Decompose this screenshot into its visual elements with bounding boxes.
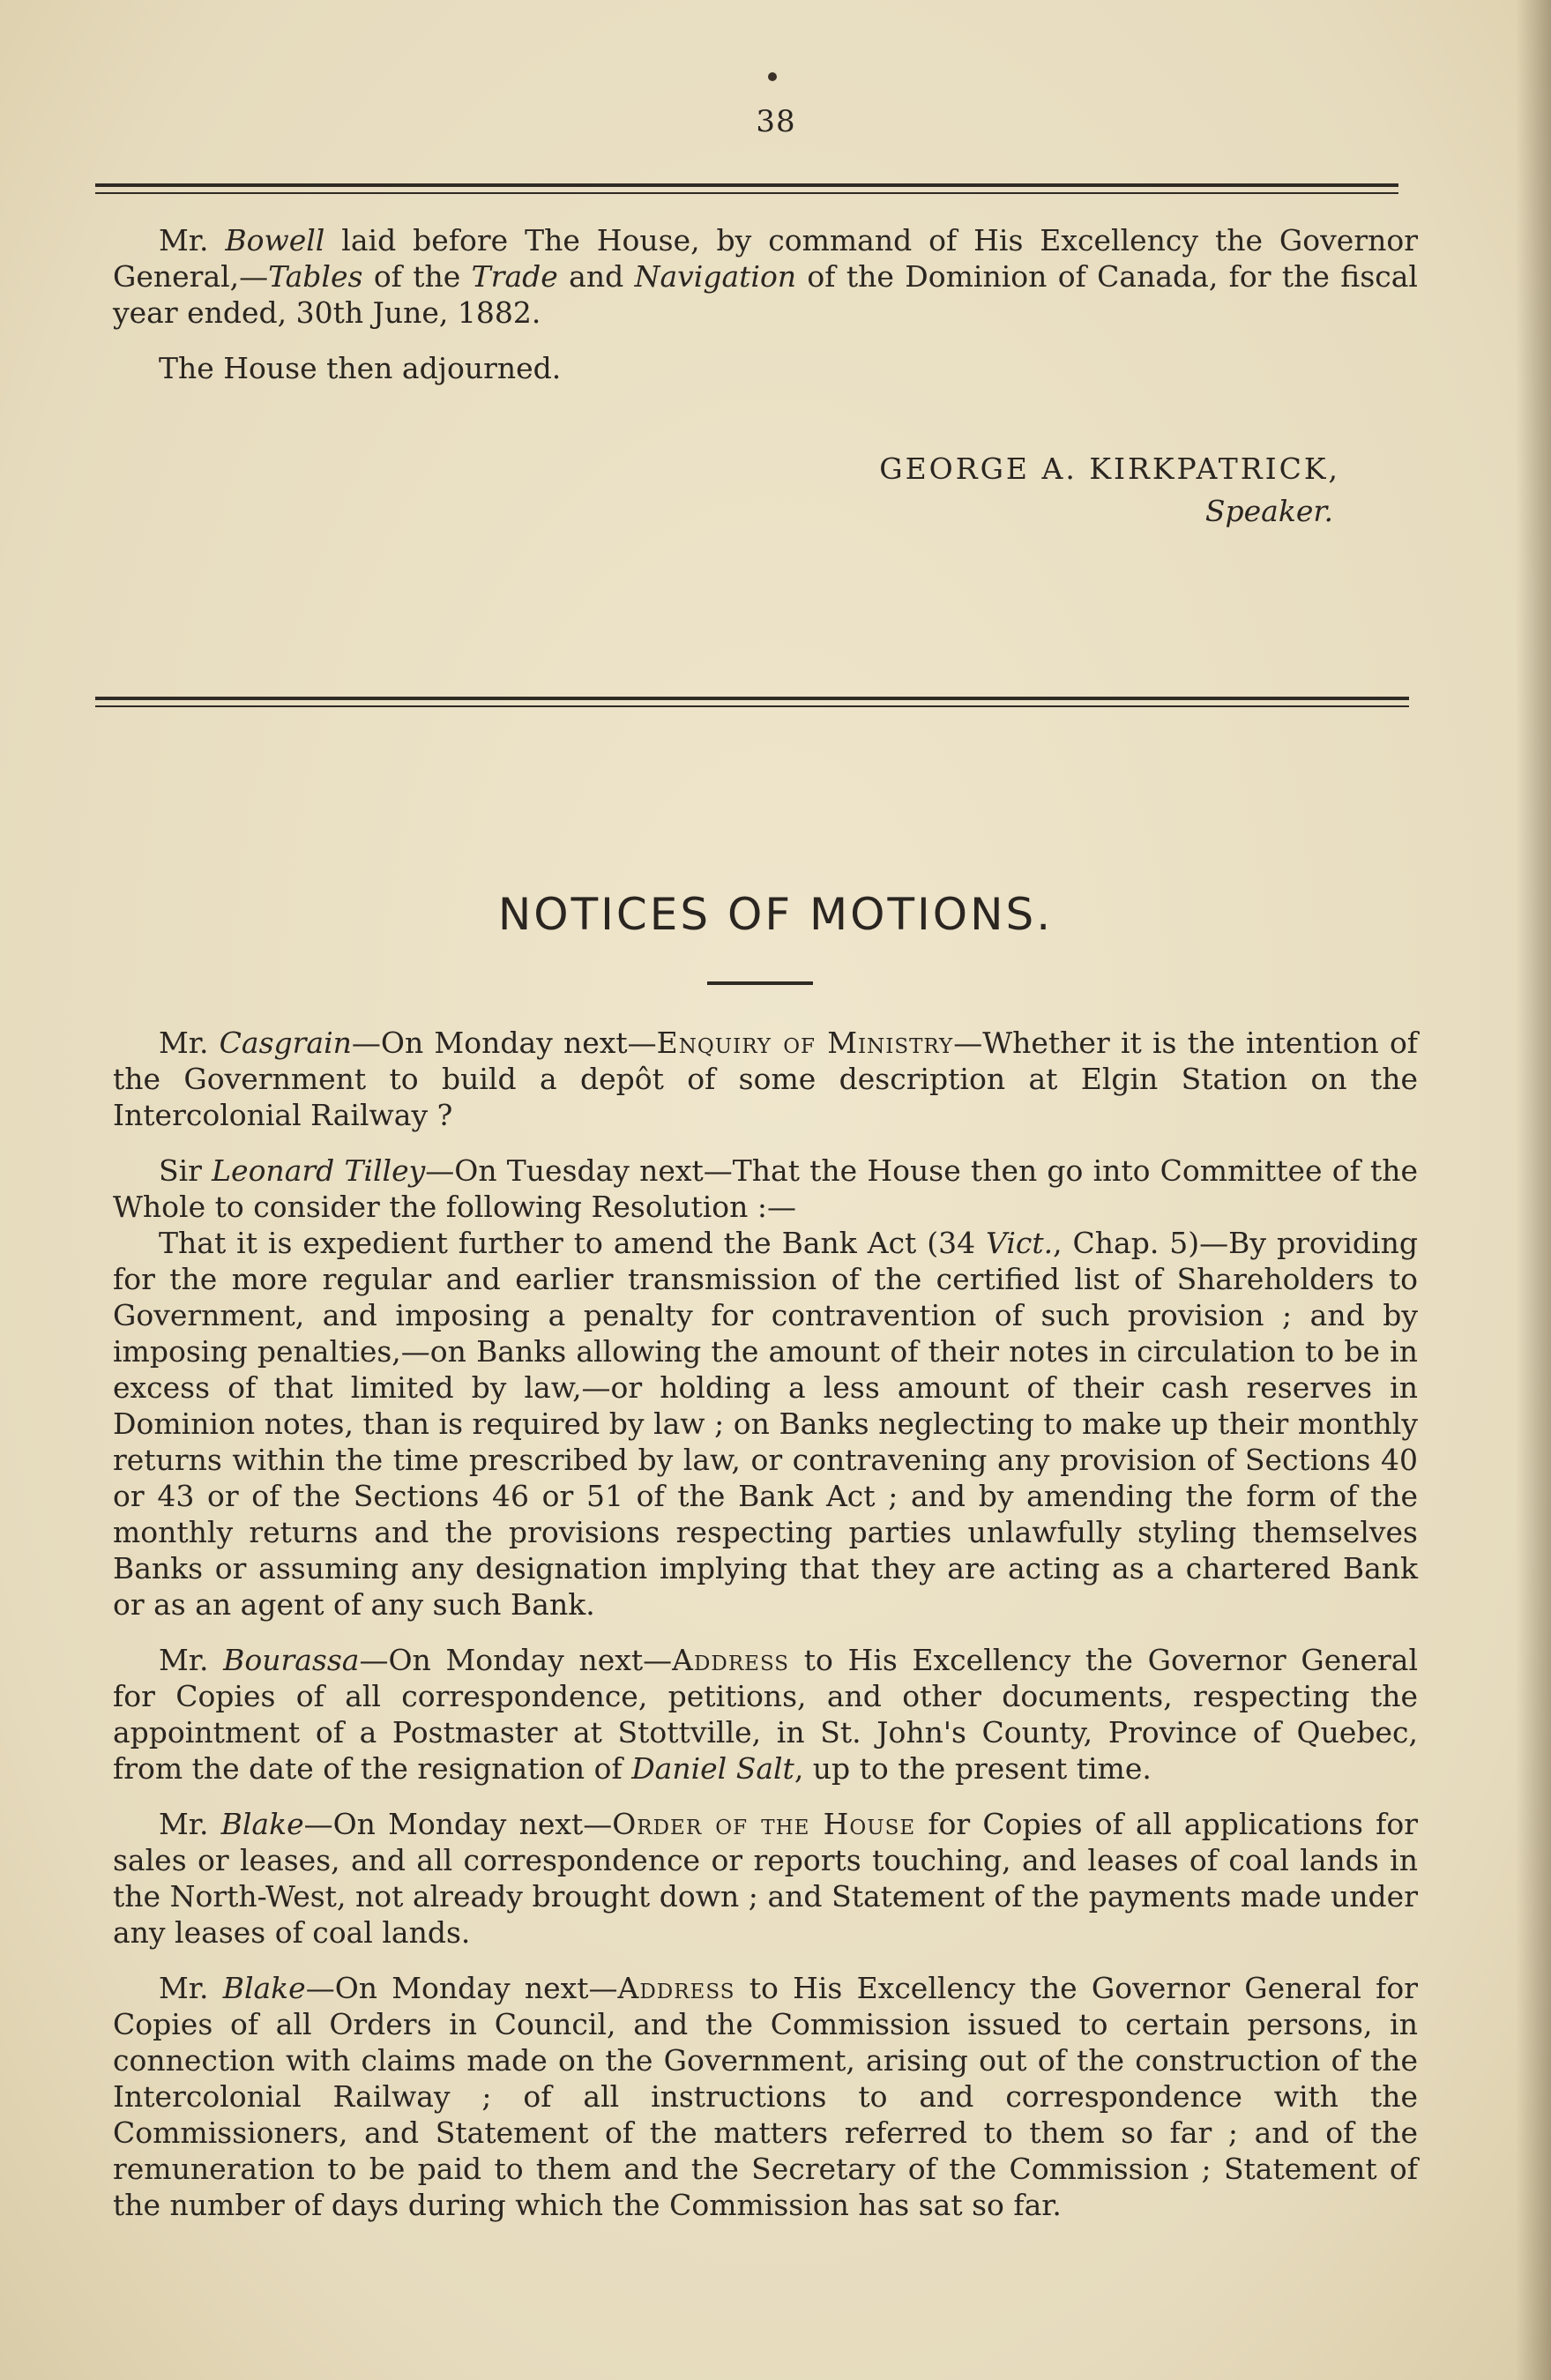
italic-word: Navigation — [634, 259, 797, 294]
paragraph-text: laid before The House, by command of His Excellency the Governor General,— — [113, 223, 1418, 294]
paragraph-text: to His Excellency the Governor General for Copies of all Orders in Council, and the Commission issued to certain persons, in connection with claims made on the Government, arising out of the construction of the Intercolonial Railway ; of all instructions to and correspondence with the Commissioners, and Statement of the matters referred to them so far ; and of the remuneration to be paid to them and the Secretary of the Commission ; Statement of the number of days during which the Commission has sat so far. — [113, 1971, 1419, 2222]
motion-type: Address — [617, 1971, 735, 2005]
paragraph-text: , up to the present time. — [794, 1751, 1152, 1786]
paragraph-text: That it is expedient further to amend the Bank Act (34 — [159, 1226, 987, 1260]
speaker-name: GEORGE A. KIRKPATRICK, — [879, 451, 1340, 486]
paragraph-text: —Whether it is the intention of the Government to build a depôt of some description at Elgin Station on the Intercolonial Railway ? — [113, 1026, 1419, 1132]
page-edge-shadow — [1516, 0, 1551, 2380]
resolution-text — [113, 1225, 1418, 1623]
italic-word: Tables — [268, 259, 363, 294]
member-name: Blake — [222, 1971, 306, 2005]
paragraph-text: —On Monday next— — [351, 1026, 657, 1060]
member-title: Sir — [159, 1153, 213, 1188]
motion-tilley — [113, 1153, 1418, 1225]
paragraph-text: for Copies of all applications for sales or leases, and all correspondence or reports touching, and leases of coal lands in the North-West, not already brought down ; and Statement of the payments made under any leases of coal lands. — [113, 1807, 1418, 1950]
member-title: Mr. — [159, 1971, 223, 2005]
motion-type: Order of the House — [612, 1807, 916, 1841]
motion-blake-intercolonial — [113, 1970, 1418, 2223]
italic-word: Vict. — [986, 1226, 1054, 1260]
paragraph-text: —On Monday next— — [305, 1971, 618, 2005]
motion-type: Enquiry of Ministry — [656, 1026, 954, 1060]
paragraph-text: —On Monday next— — [303, 1807, 613, 1841]
member-name: Blake — [220, 1807, 304, 1841]
paragraph-text: to His Excellency the Governor General for Copies of all correspondence, petitions, and other documents, respecting the appointment of a Postmaster at Stottville, in St. John's County, Province of Quebec, from the date of the resignation of — [113, 1643, 1419, 1786]
paragraph-text: —On Tuesday next—That the House then go into Committee of the Whole to consider the following Resolution :— — [113, 1153, 1418, 1224]
paragraph-text: , Chap. 5)—By providing for the more regular and earlier transmission of the certified list of Shareholders to Government, and imposing a penalty for contravention of such provision ; and by imposing penalties,—on Banks allowing the amount of their notes in circulation to be in excess of that limited by law,—or holding a less amount of their cash reserves in Dominion notes, than is required by law ; on Banks neglecting to make up their monthly returns within the time prescribed by law, or contravening any provision of Sections 40 or 43 or of the Sections 46 or 51 of the Bank Act ; and by amending the form of the monthly returns and the provisions respecting parties unlawfully styling themselves Banks or assuming any designation implying that they are acting as a chartered Bank or as an agent of any such Bank. — [113, 1226, 1418, 1622]
motions-list — [113, 1025, 1418, 2242]
speaker-role: Speaker. — [1204, 494, 1333, 528]
member-name: Leonard Tilley — [212, 1153, 426, 1188]
member-name: Bourassa — [223, 1643, 360, 1677]
paragraph-text: of the — [362, 259, 472, 294]
paragraph-text: of the Dominion of Canada, for the fiscal year ended, 30th June, 1882. — [113, 259, 1418, 330]
paragraph-text: —On Monday next— — [359, 1643, 673, 1677]
motion-bourassa — [113, 1642, 1418, 1787]
section-heading: NOTICES OF MOTIONS. — [497, 889, 1054, 940]
member-name: Casgrain — [219, 1026, 352, 1060]
motion-type: Address — [672, 1643, 790, 1677]
adjourned-line: The House then adjourned. — [159, 351, 562, 385]
member-title: Mr. — [159, 223, 209, 257]
ink-dot — [768, 72, 777, 81]
member-name: Bowell — [225, 223, 325, 257]
italic-word: Trade — [471, 259, 558, 294]
italic-name: Daniel Salt — [631, 1751, 794, 1786]
tabled-papers-paragraph — [113, 222, 1418, 331]
motion-casgrain — [113, 1025, 1418, 1133]
header-section — [113, 222, 1418, 386]
section-double-rule — [95, 697, 1409, 707]
member-title: Mr. — [159, 1807, 221, 1841]
top-double-rule — [95, 183, 1398, 194]
page-number: 38 — [756, 104, 796, 139]
heading-short-rule — [707, 981, 813, 985]
motion-blake-coal-lands — [113, 1806, 1418, 1951]
member-title: Mr. — [159, 1026, 220, 1060]
member-title: Mr. — [159, 1643, 224, 1677]
paragraph-text: and — [557, 259, 635, 294]
